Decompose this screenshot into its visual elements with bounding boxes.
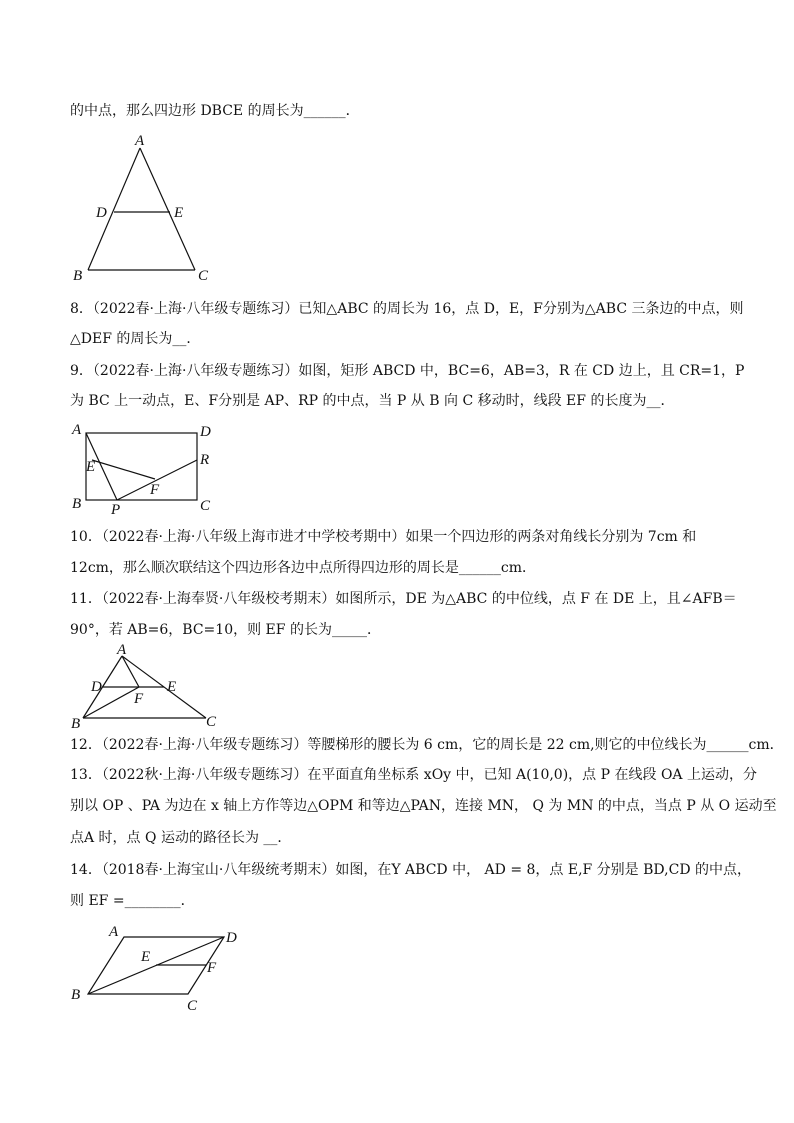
label-R: R	[200, 452, 210, 468]
label-A: A	[117, 642, 127, 658]
question-13-line1: 13．（2022秋·上海·八年级专题练习）在平面直角坐标系 xOy 中，已知 A(10,0)，点 P 在线段 OA 上运动，分	[70, 767, 757, 783]
label-F: F	[150, 482, 160, 498]
label-C: C	[200, 498, 211, 514]
label-E: E	[174, 205, 184, 221]
label-D: D	[91, 679, 102, 695]
label-C: C	[206, 714, 217, 728]
question-8-line2: △DEF 的周长为__．	[70, 331, 201, 347]
label-E: E	[141, 949, 151, 965]
question-10-line1: 10．（2022春·上海·八年级上海市进才中学校考期中）如果一个四边形的两条对角线长分别为 7cm 和	[70, 529, 697, 545]
label-D: D	[200, 424, 211, 440]
question-7-tail: 的中点，那么四边形 DBCE 的周长为______．	[70, 103, 360, 119]
question-8-line1: 8．（2022春·上海·八年级专题练习）已知△ABC 的周长为 16，点 D，E，F分别为△ABC 三条边的中点，则	[70, 301, 744, 317]
label-F: F	[134, 691, 144, 707]
figure-q7-triangle	[66, 132, 226, 284]
label-B: B	[71, 716, 81, 728]
question-11-line2: 90°，若 AB=6，BC=10，则 EF 的长为_____．	[70, 622, 381, 638]
question-11-line1: 11．（2022春·上海奉贤·八年级校考期末）如图所示，DE 为△ABC 的中位线，点 F 在 DE 上，且∠AFB＝	[70, 591, 737, 607]
label-D: D	[96, 205, 107, 221]
label-E: E	[86, 459, 96, 475]
label-P: P	[111, 502, 121, 516]
figure-q11-triangle	[66, 640, 226, 728]
label-F: F	[207, 960, 217, 976]
label-B: B	[73, 268, 83, 284]
label-C: C	[198, 268, 209, 284]
label-D: D	[226, 930, 237, 946]
question-9-line2: 为 BC 上一动点，E、F分别是 AP、RP 的中点，当 P 从 B 向 C 移动时，线段 EF 的长度为__．	[70, 393, 675, 409]
question-13-line2: 别以 OP 、PA 为边在 x 轴上方作等边△OPM 和等边△PAN，连接 MN， Q 为 MN 的中点，当点 P 从 O 运动至	[70, 798, 777, 814]
label-A: A	[109, 924, 119, 940]
question-14-line2: 则 EF =________．	[70, 893, 195, 909]
label-B: B	[71, 987, 81, 1003]
label-C: C	[187, 998, 198, 1012]
label-E: E	[167, 679, 177, 695]
question-13-line3: 点A 时，点 Q 运动的路径长为 __．	[70, 830, 292, 846]
label-A: A	[72, 422, 82, 438]
question-12: 12．（2022春·上海·八年级专题练习）等腰梯形的腰长为 6 cm，它的周长是 22 cm,则它的中位线长为______cm．	[70, 737, 784, 753]
question-9-line1: 9．（2022春·上海·八年级专题练习）如图，矩形 ABCD 中，BC=6，AB=3，R 在 CD 边上，且 CR=1，P	[70, 363, 745, 379]
label-A: A	[135, 133, 145, 149]
label-B: B	[72, 496, 82, 512]
question-14-line1: 14．（2018春·上海宝山·八年级统考期末）如图，在Y ABCD 中， AD = 8，点 E,F 分别是 BD,CD 的中点，	[70, 862, 751, 878]
figure-q9-rectangle	[66, 420, 226, 516]
question-10-line2: 12cm，那么顺次联结这个四边形各边中点所得四边形的周长是______cm．	[70, 560, 537, 576]
figure-q14-parallelogram	[66, 922, 246, 1012]
